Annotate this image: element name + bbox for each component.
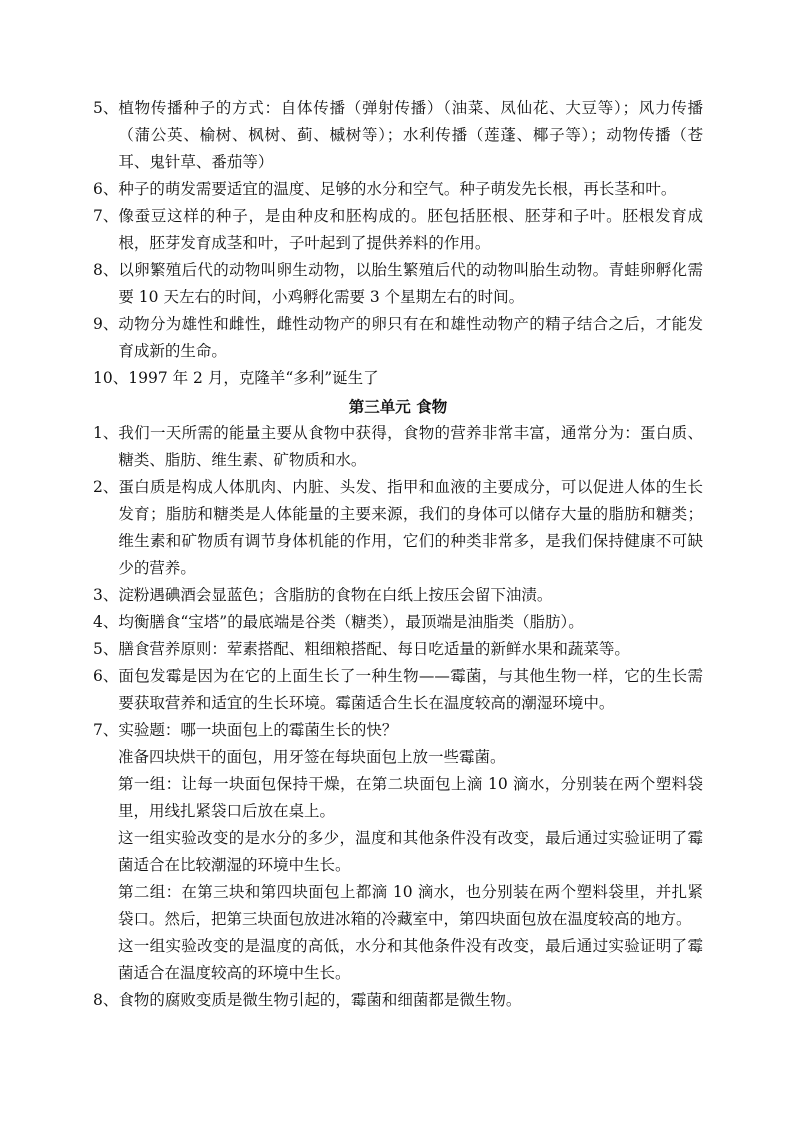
item-text: 种子的萌发需要适宜的温度、足够的水分和空气。种子萌发先长根，再长茎和叶。 (118, 180, 677, 198)
list-item (93, 987, 703, 1014)
item-text: 均衡膳食“宝塔”的最底端是谷类（糖类），最顶端是油脂类（脂肪）。 (118, 613, 584, 631)
item-number: 5、 (93, 99, 119, 117)
item-number: 5、 (93, 640, 119, 658)
list-item (93, 609, 703, 636)
list-item (93, 311, 703, 365)
list-item (93, 95, 703, 176)
item-text: 膳食营养原则：荤素搭配、粗细粮搭配、每日吃适量的新鲜水果和蔬菜等。 (118, 640, 630, 658)
list-item (93, 365, 703, 392)
list-item (93, 257, 703, 311)
item-text: 动物分为雄性和雌性，雌性动物产的卵只有在和雄性动物产的精子结合之后，才能发育成新的生命。 (118, 315, 703, 360)
item-text: 像蚕豆这样的种子，是由种皮和胚构成的。胚包括胚根、胚芽和子叶。胚根发育成根，胚芽发育成茎和叶，子叶起到了提供养料的作用。 (118, 207, 703, 252)
item-text: 我们一天所需的能量主要从食物中获得，食物的营养非常丰富，通常分为：蛋白质、糖类、脂肪、维生素、矿物质和水。 (118, 424, 703, 469)
list-item (93, 717, 703, 744)
list-item (93, 582, 703, 609)
item-number: 8、 (93, 261, 119, 279)
list-item (93, 203, 703, 257)
list-item (93, 474, 703, 582)
list-item (93, 636, 703, 663)
list-item (93, 176, 703, 203)
item-number: 1、 (93, 424, 119, 442)
item-text: 1997 年 2 月，克隆羊“多利”诞生了 (128, 369, 379, 387)
experiment-paragraph: 第一组：让每一块面包保持干燥，在第二块面包上滴 10 滴水，分别装在两个塑料袋里，用线扎紧袋口后放在桌上。 (118, 775, 703, 820)
item-number: 6、 (93, 667, 119, 685)
item-number: 7、 (93, 721, 119, 739)
item-text: 实验题：哪一块面包上的霉菌生长的快？ (118, 721, 398, 739)
document-content (93, 95, 703, 1014)
experiment-paragraph: 这一组实验改变的是温度的高低，水分和其他条件没有改变，最后通过实验证明了霉菌适合在温度较高的环境中生长。 (118, 937, 703, 982)
item-text: 食物的腐败变质是微生物引起的，霉菌和细菌都是微生物。 (118, 991, 522, 1009)
item-text: 以卵繁殖后代的动物叫卵生动物，以胎生繁殖后代的动物叫胎生动物。青蛙卵孵化需要 10 天左右的时间，小鸡孵化需要 3 个星期左右的时间。 (118, 261, 703, 306)
item-text: 面包发霉是因为在它的上面生长了一种生物——霉菌，与其他生物一样，它的生长需要获取营养和适宜的生长环境。霉菌适合生长在温度较高的潮湿环境中。 (118, 667, 703, 712)
experiment-paragraph: 准备四块烘干的面包，用牙签在每块面包上放一些霉菌。 (118, 748, 506, 766)
item-text: 植物传播种子的方式：自体传播（弹射传播）（油菜、凤仙花、大豆等）；风力传播（蒲公英、榆树、枫树、蓟、槭树等）；水利传播（莲蓬、椰子等）；动物传播（苍耳、鬼针草、番茄等） (118, 99, 703, 171)
item-text: 淀粉遇碘酒会显蓝色；含脂肪的食物在白纸上按压会留下油渍。 (118, 586, 553, 604)
list-item (93, 420, 703, 474)
experiment-paragraph: 第二组：在第三块和第四块面包上都滴 10 滴水，也分别装在两个塑料袋里，并扎紧袋口。然后，把第三块面包放进冰箱的冷藏室中，第四块面包放在温度较高的地方。 (118, 883, 703, 928)
item-number: 9、 (93, 315, 119, 333)
item-number: 10、 (93, 369, 129, 387)
list-item (93, 663, 703, 717)
item-number: 4、 (93, 613, 119, 631)
item-number: 7、 (93, 207, 119, 225)
item-number: 6、 (93, 180, 119, 198)
section-heading: 第三单元 食物 (348, 397, 448, 416)
item-number: 8、 (93, 991, 119, 1009)
item-text: 蛋白质是构成人体肌肉、内脏、头发、指甲和血液的主要成分，可以促进人体的生长发育；脂肪和糖类是人体能量的主要来源，我们的身体可以储存大量的脂肪和糖类；维生素和矿物质有调节身体机能的作用，它们的种类非常多，是我们保持健康不可缺少的营养。 (118, 478, 703, 577)
item-number: 3、 (93, 586, 119, 604)
experiment-paragraph: 这一组实验改变的是水分的多少，温度和其他条件没有改变，最后通过实验证明了霉菌适合在比较潮湿的环境中生长。 (118, 829, 703, 874)
item-number: 2、 (93, 478, 119, 496)
